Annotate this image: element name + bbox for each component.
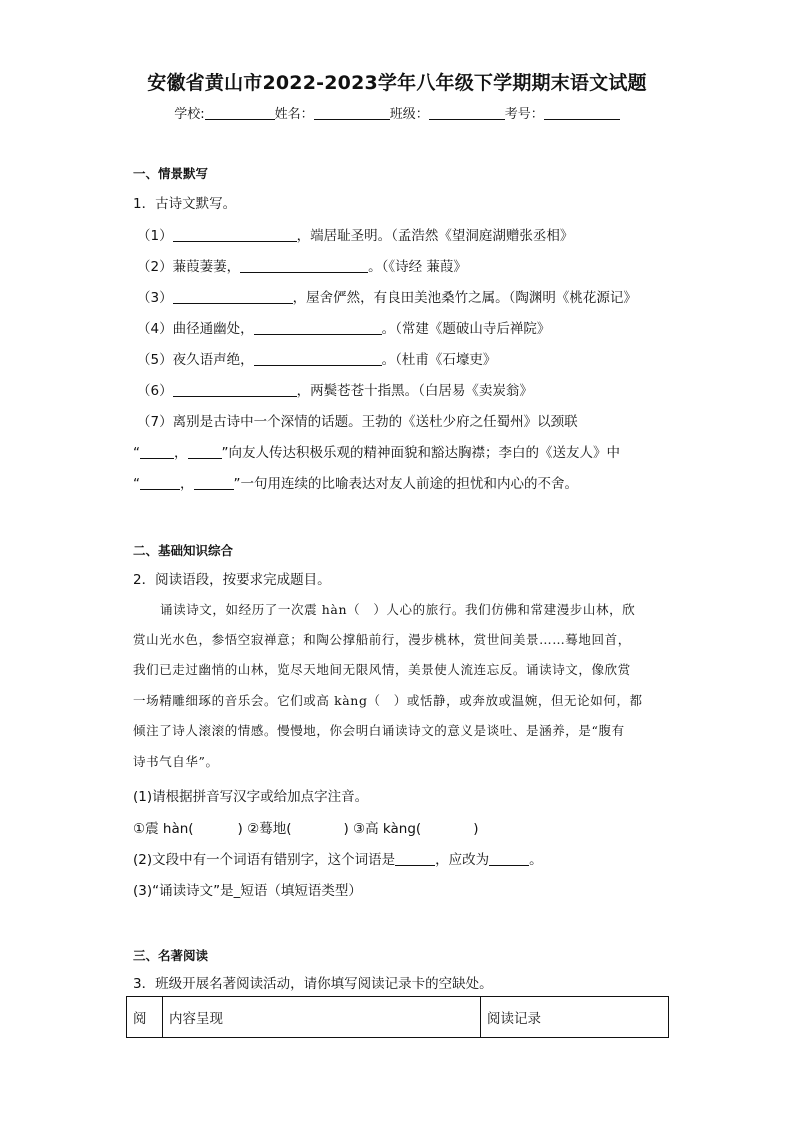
passage-line: 赏山光水色，参悟空寂禅意；和陶公撑船前行，漫步桃林，赏世间美景……蓦地回首， (133, 632, 631, 647)
recite-item-7-line-3: “ ， ”一句用连续的比喻表达对友人前途的担忧和内心的不舍。 (133, 476, 578, 492)
passage-line: 倾注了诗人滚滚的情感。慢慢地，你会明白诵读诗文的意义是谈吐、是涵养，是“腹有 (133, 723, 625, 738)
table-row (127, 997, 669, 1038)
sub-question-2: (2)文段中有一个词语有错别字，这个词语是 ，应改为 。 (133, 852, 543, 868)
table-header-cell: 内容呈现 (163, 997, 481, 1038)
exam-no-field[interactable] (544, 105, 620, 120)
school-field[interactable] (205, 105, 275, 120)
recite-item-2: （2）蒹葭萋萋， 。（《诗经 蒹葭》 (137, 259, 467, 275)
sub-question-1: (1)请根据拼音写汉字或给加点字注音。 (133, 789, 369, 805)
answer-blank[interactable] (489, 851, 529, 866)
answer-blank[interactable] (173, 382, 297, 397)
answer-blank[interactable] (395, 851, 435, 866)
answer-blank[interactable] (173, 227, 297, 242)
section-heading: 三、名著阅读 (133, 948, 209, 963)
passage-line: 我们已走过幽悄的山林，览尽天地间无限风情，美景使人流连忘反。诵读诗文，像欣赏 (133, 662, 631, 677)
sub-question-1-items: ①震 hàn( ) ②蓦地( ) ③高 kàng( ) (133, 821, 479, 837)
school-label: 学校: (174, 107, 205, 122)
reading-record-table (126, 996, 669, 1038)
passage-line: 诗书气自华”。 (133, 754, 219, 769)
recite-item-7: （7）离别是古诗中一个深情的话题。王勃的《送杜少府之任蜀州》以颈联 (137, 414, 578, 430)
passage-line: 诵读诗文，如经历了一次震 hàn（ ）人心的旅行。我们仿佛和常建漫步山林，欣 (160, 602, 636, 617)
class-label: 班级： (389, 107, 429, 122)
recite-item-3: （3） ，屋舍俨然，有良田美池桑竹之属。（陶渊明《桃花源记》 (137, 290, 637, 306)
answer-blank[interactable] (194, 475, 234, 490)
answer-blank[interactable] (173, 289, 293, 304)
answer-blank[interactable] (188, 444, 222, 459)
recite-item-4: （4）曲径通幽处， 。（常建《题破山寺后禅院》 (137, 321, 551, 337)
answer-blank[interactable] (140, 444, 174, 459)
table-header-cell: 阅读记录 (481, 997, 669, 1038)
name-label: 姓名： (274, 107, 314, 122)
exam-no-label: 考号： (504, 107, 544, 122)
answer-blank[interactable] (254, 320, 382, 335)
question-3: 3．班级开展名著阅读活动，请你填写阅读记录卡的空缺处。 (133, 976, 493, 992)
answer-blank[interactable] (254, 351, 382, 366)
recite-item-1: （1） ，端居耻圣明。（孟浩然《望洞庭湖赠张丞相》 (137, 228, 574, 244)
class-field[interactable] (429, 105, 505, 120)
recite-item-7-line-2: “ ， ”向友人传达积极乐观的精神面貌和豁达胸襟；李白的《送友人》中 (133, 445, 620, 461)
table-header-cell: 阅 (127, 997, 163, 1038)
student-info-line (0, 103, 794, 122)
recite-item-6: （6） ，两鬓苍苍十指黑。（白居易《卖炭翁》 (137, 383, 533, 399)
answer-blank[interactable] (140, 475, 180, 490)
section-heading: 一、情景默写 (133, 166, 209, 181)
sub-question-3: (3)“诵读诗文”是_短语（填短语类型） (133, 883, 362, 899)
passage-line: 一场精雕细琢的音乐会。它们或高 kàng（ ）或恬静，或奔放或温婉，但无论如何，都 (133, 693, 643, 708)
name-field[interactable] (314, 105, 390, 120)
section-heading: 二、基础知识综合 (133, 543, 234, 558)
page-title: 安徽省黄山市2022-2023学年八年级下学期期末语文试题 (147, 72, 647, 94)
question-2: 2．阅读语段，按要求完成题目。 (133, 572, 331, 588)
question-1: 1．古诗文默写。 (133, 196, 237, 212)
answer-blank[interactable] (240, 258, 368, 273)
recite-item-5: （5）夜久语声绝， 。（杜甫《石壕吏》 (137, 352, 497, 368)
